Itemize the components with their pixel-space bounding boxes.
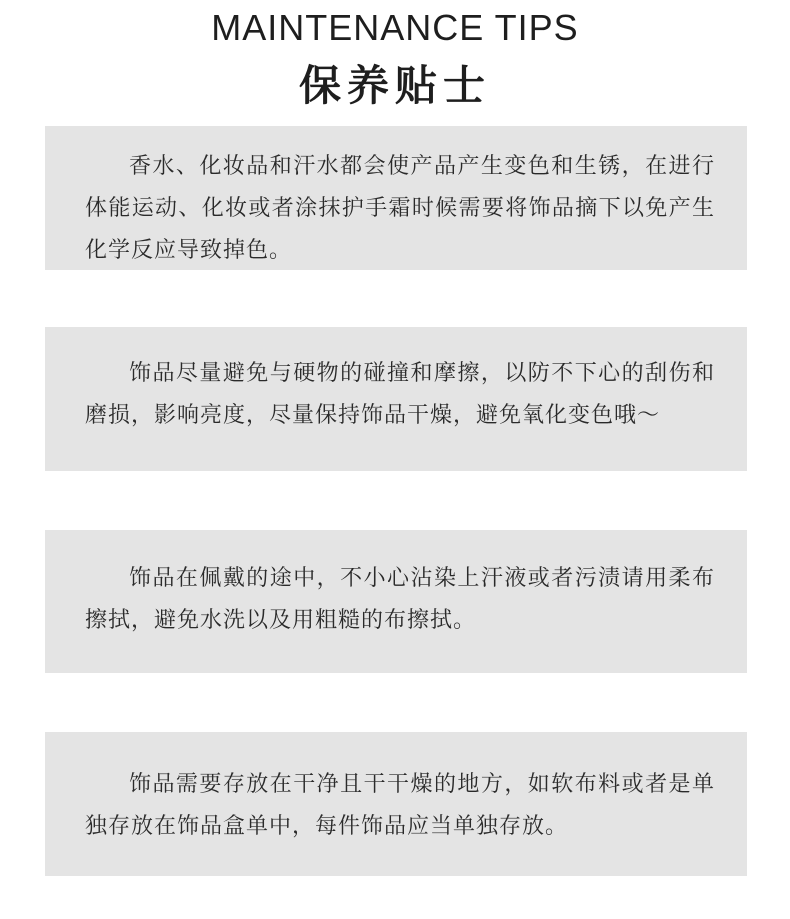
tip-card-storage: [45, 732, 747, 876]
tip-card-avoid-friction: [45, 327, 747, 471]
tip-text: 饰品需要存放在干净且干干燥的地方，如软布料或者是单独存放在饰品盒单中，每件饰品应当单独存放。: [85, 772, 715, 839]
tip-card-perfume-cosmetics: [45, 126, 747, 270]
tip-text: 饰品尽量避免与硬物的碰撞和摩擦，以防不下心的刮伤和磨损，影响亮度，尽量保持饰品干燥，避免氧化变色哦～: [85, 361, 715, 428]
page-title-english: MAINTENANCE TIPS: [211, 7, 579, 48]
tip-text: 香水、化妆品和汗水都会使产品产生变色和生锈，在进行体能运动、化妆或者涂抹护手霜时候需要将饰品摘下以免产生化学反应导致掉色。: [85, 154, 715, 263]
page-title-chinese: 保养贴士: [298, 61, 491, 110]
tip-text: 饰品在佩戴的途中，不小心沾染上汗液或者污渍请用柔布擦拭，避免水洗以及用粗糙的布擦拭。: [85, 566, 715, 633]
tip-card-cleaning: [45, 530, 747, 673]
